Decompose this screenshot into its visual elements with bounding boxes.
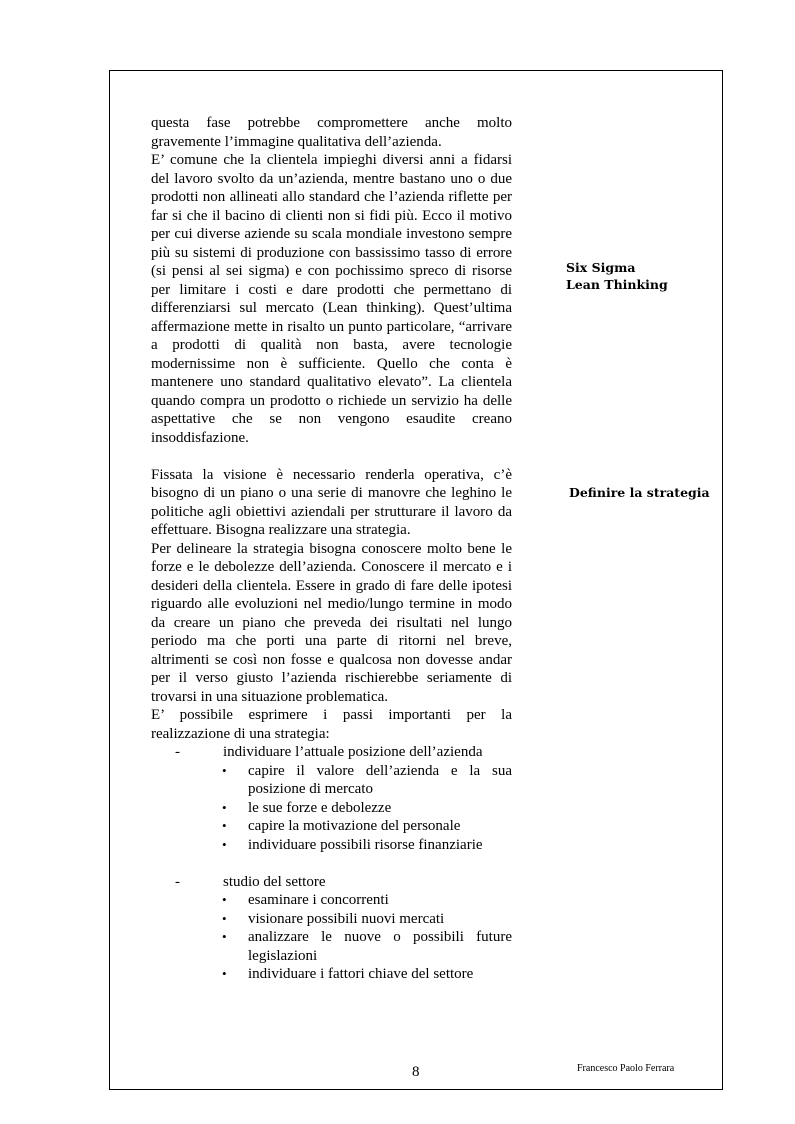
- list-heading-1: individuare l’attuale posizione dell’azienda: [223, 744, 483, 760]
- list-item: • esaminare i concorrenti: [222, 892, 389, 908]
- list-item: • visionare possibili nuovi mercati: [222, 910, 445, 927]
- list-item: • individuare possibili risorse finanziarie: [222, 836, 483, 853]
- paragraph-5: E’ possibile esprimere i passi importanti per la realizzazione di una strategia:: [151, 707, 512, 742]
- bullet-icon: •: [222, 892, 227, 907]
- dash-marker: -: [175, 744, 180, 760]
- list-item: • le sue forze e debolezze: [222, 799, 392, 816]
- list-item: • capire il valore dell’azienda e la sua posizione di mercato: [222, 762, 512, 797]
- sidenote-line: Six Sigma: [566, 260, 636, 275]
- footer-author: Francesco Paolo Ferrara: [577, 1063, 675, 1074]
- bullet-icon: •: [222, 910, 227, 926]
- page-number: 8: [412, 1064, 420, 1080]
- paragraph-2: E’ comune che la clientela impieghi diversi anni a fidarsi del lavoro svolto da un’azienda, mentre bastano uno o due prodotti non allineati allo standard che l’azienda riflette per far si che il bacino di clienti non si fidi più. Ecco il motivo per cui diverse aziende su scala mondiale investono sempre più su sistemi di produzione con bassissimo tasso di errore (si pensi al sei sigma) e con pochissimo spreco di risorse per limitare i costi e dare prodotti che permettano di differenziarsi sul mercato (Lean thinking). Quest’ultima affermazione mette in risalto un punto particolare, “arrivare a prodotti di qualità non basta, avere tecnologie modernissime non è sufficiente. Quello che conta è mantenere uno standard qualitativo elevato”. La clientela quando compra un prodotto o richiede un servizio ha delle aspettative che se non vengono esaudite creano insoddisfazione.: [151, 152, 512, 446]
- sidenote-strategy: Definire la strategia: [569, 485, 710, 500]
- bullet-icon: •: [222, 818, 227, 833]
- bullet-icon: •: [222, 799, 227, 815]
- list-item: • analizzare le nuove o possibili future legislazioni: [222, 929, 512, 964]
- bullet-icon: •: [222, 966, 227, 981]
- bullet-icon: •: [222, 762, 227, 778]
- dash-marker: -: [175, 873, 180, 890]
- list-section-1: [151, 743, 512, 762]
- paragraph-1: questa fase potrebbe compromettere anche molto gravemente l’immagine qualitativa dell’azienda.: [151, 115, 512, 150]
- list-section-2: [151, 873, 512, 892]
- list-item: • individuare i fattori chiave del settore: [222, 966, 474, 982]
- main-text-column: [151, 114, 512, 984]
- sidenote-six-sigma: [566, 259, 668, 293]
- paragraph-4: Per delineare la strategia bisogna conoscere molto bene le forze e le debolezze dell’azienda. Conoscere il mercato e i desideri della clientela. Essere in grado di fare delle ipotesi riguardo alle evoluzioni nel medio/lungo termine in modo da creare un piano che preveda dei risultati nel lungo periodo ma che porti una parte di ritorni nel breve, altrimenti se così non fosse e qualcosa non dovesse andar per il verso giusto l’azienda rischierebbe seriamente di trovarsi in una situazione problematica.: [151, 540, 512, 705]
- bullet-list-1: [151, 762, 512, 855]
- bullet-list-2: [151, 891, 512, 984]
- list-item: • capire la motivazione del personale: [222, 818, 461, 834]
- bullet-icon: •: [222, 836, 227, 852]
- paragraph-3: Fissata la visione è necessario renderla operativa, c’è bisogno di un piano o una serie di manovre che leghino le politiche agli obiettivi aziendali per strutturare il lavoro da effettuare. Bisogna realizzare una strategia.: [151, 466, 512, 538]
- list-heading-2: studio del settore: [223, 873, 326, 890]
- bullet-icon: •: [222, 929, 227, 944]
- sidenote-line: Lean Thinking: [566, 277, 668, 292]
